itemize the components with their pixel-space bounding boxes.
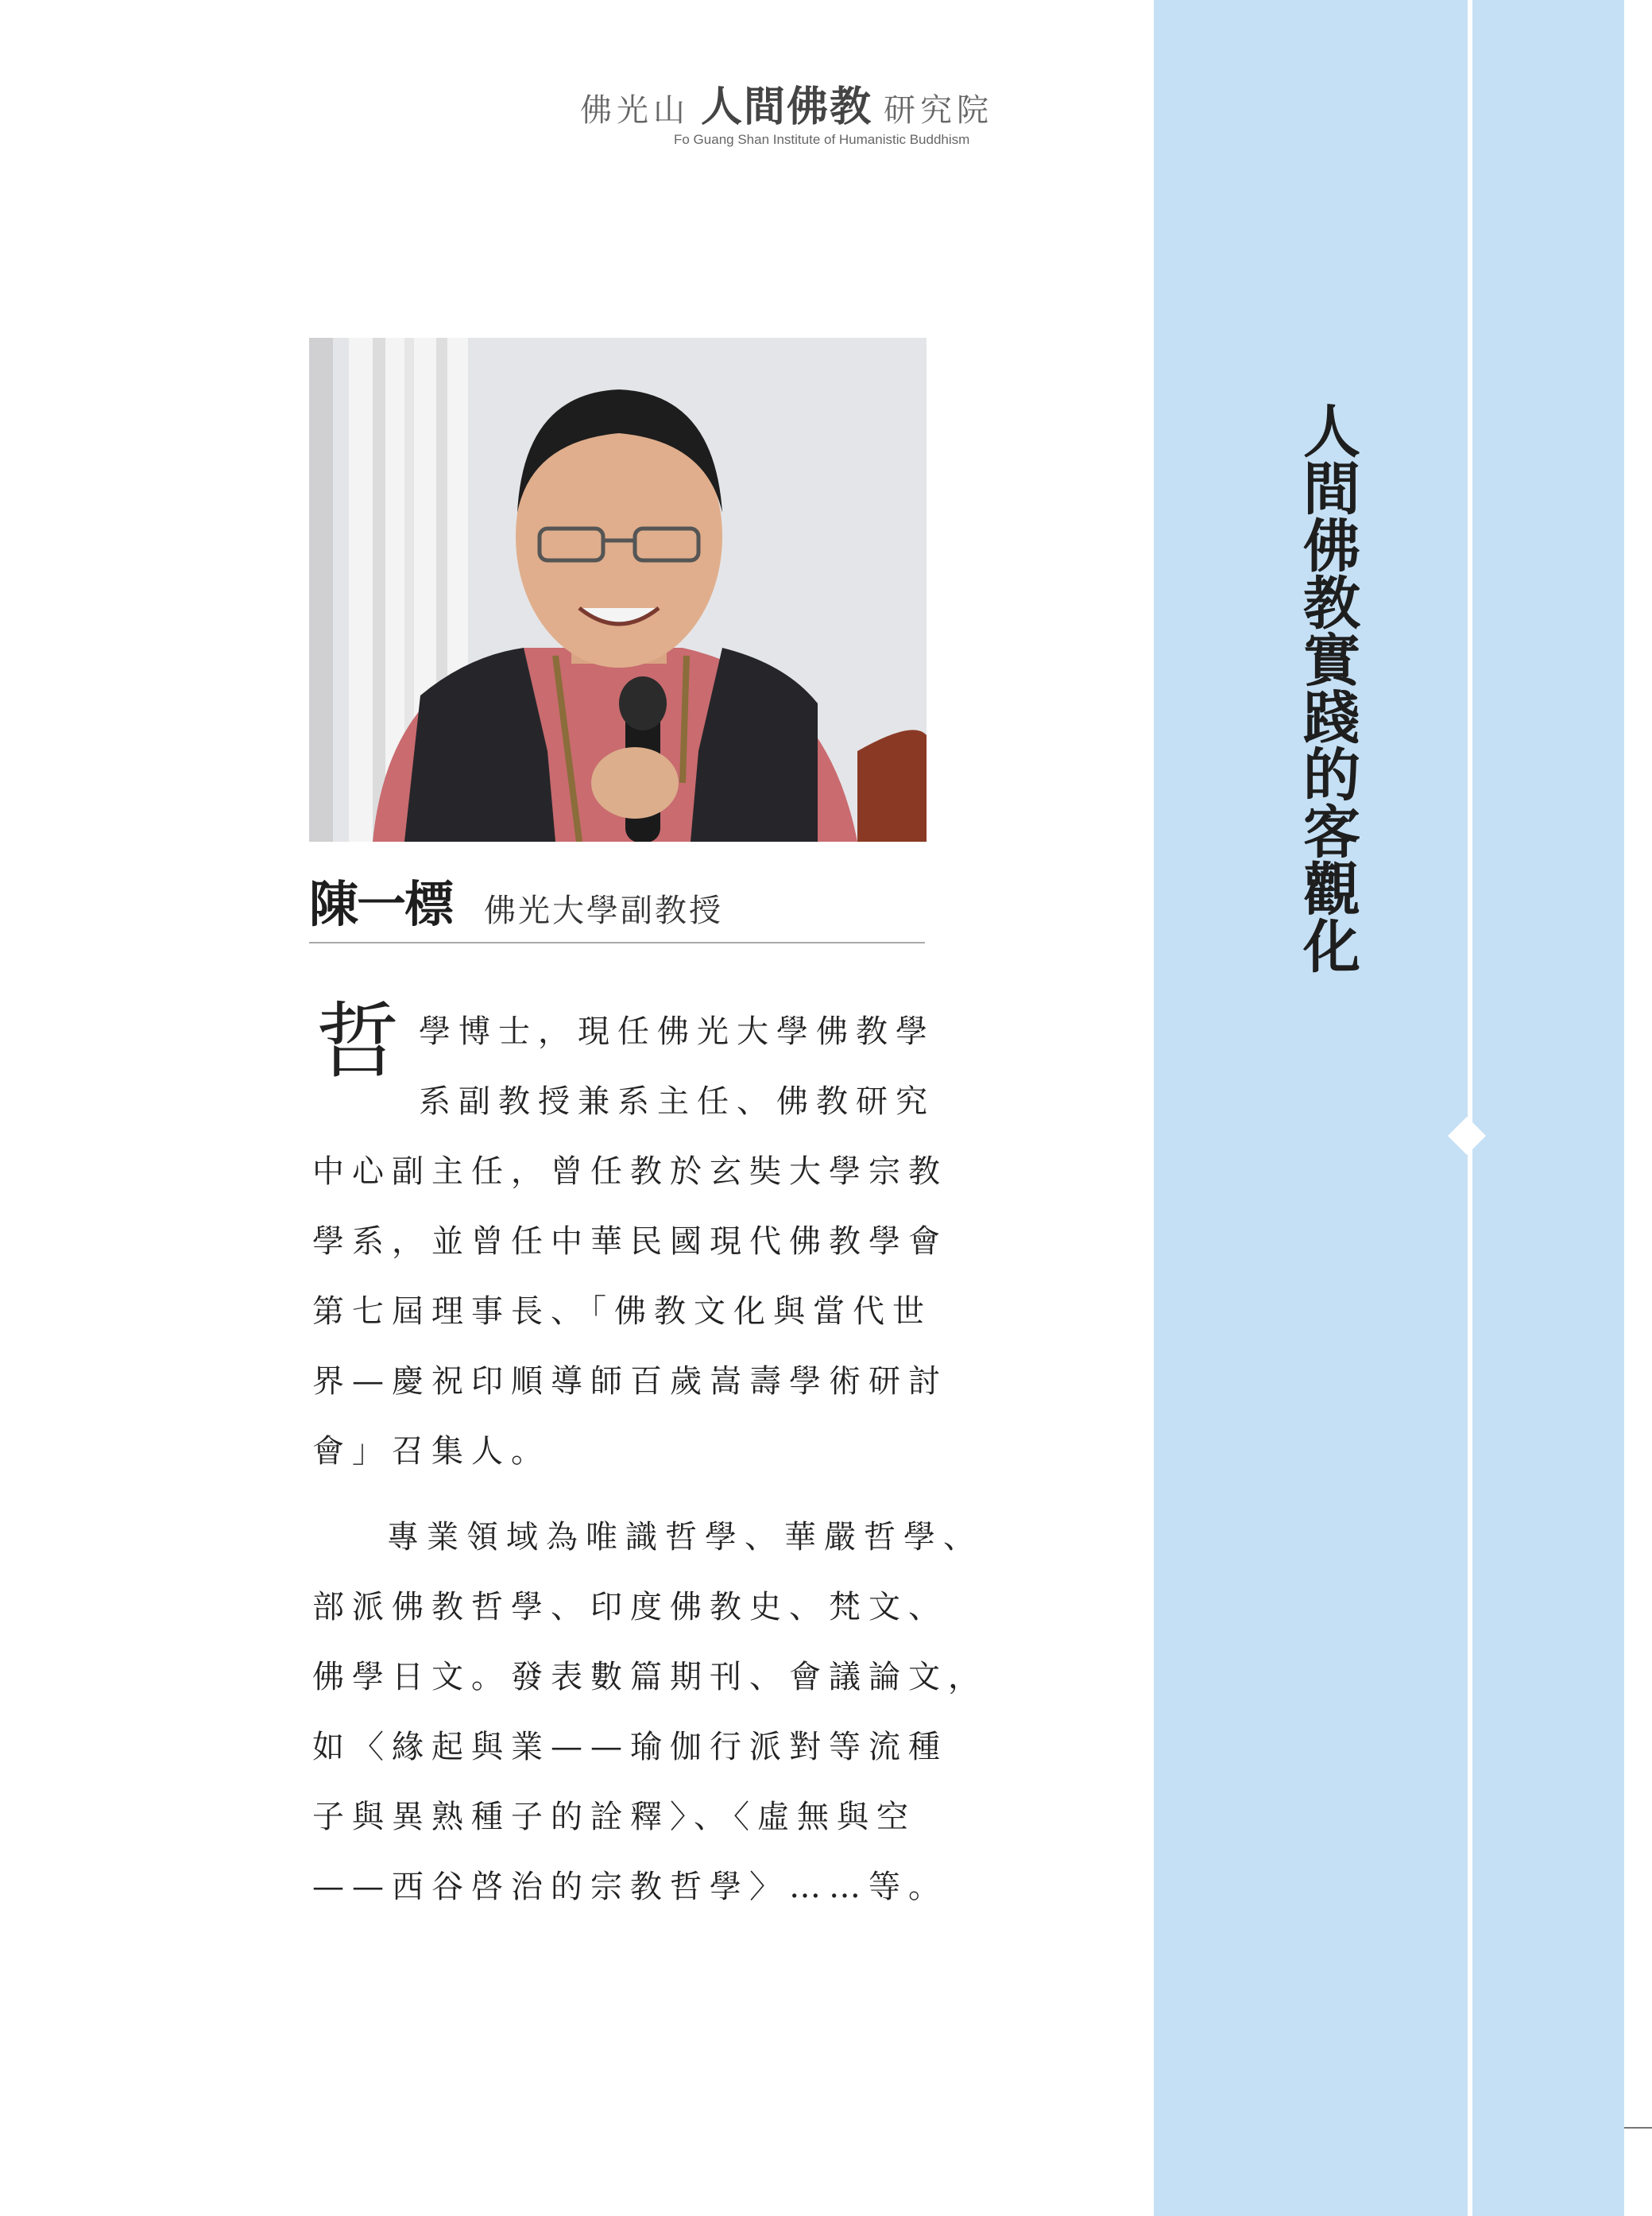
bio-line: 系副教授兼系主任、佛教研究 <box>419 1083 935 1120</box>
bio-line: 學博士，現任佛光大學佛教學 <box>419 1013 935 1050</box>
bio-line: 會」召集人。 <box>312 1433 551 1470</box>
bio-line: 佛學日文。發表數篇期刊、會議論文， <box>312 1659 988 1695</box>
bio-line: 學系，並曾任中華民國現代佛教學會 <box>312 1223 948 1260</box>
bio-paragraph-1-indented <box>419 997 935 1137</box>
bio-line: ——西谷啓治的宗教哲學〉……等。 <box>312 1869 948 1905</box>
bio-line: 如〈緣起與業——瑜伽行派對等流種 <box>312 1729 948 1765</box>
institute-logo <box>580 73 1057 147</box>
bio-line: 子與異熟種子的詮釋〉、〈虛無與空 <box>312 1799 916 1835</box>
logo-text-institute: 研究院 <box>884 92 994 129</box>
section-title-vertical: 人間佛教實踐的客觀化 <box>1294 401 1361 974</box>
person-name: 陳一標 <box>309 875 453 933</box>
sidebar-band <box>1154 0 1624 2216</box>
bio-paragraph-2 <box>312 1502 988 1922</box>
bio-line: 中心副主任，曾任教於玄奘大學宗教 <box>312 1153 948 1190</box>
drop-cap: 哲 <box>316 993 400 1090</box>
bio-line: 部派佛教哲學、印度佛教史、梵文、 <box>312 1589 948 1625</box>
portrait-photo <box>309 338 927 842</box>
person-title: 佛光大學副教授 <box>484 893 724 929</box>
bio-paragraph-1 <box>312 1137 948 1486</box>
bio-line: 第七屆理事長、「佛教文化與當代世 <box>312 1293 932 1330</box>
heading-divider <box>309 942 925 943</box>
logo-text-fo-guang-shan: 佛光山 <box>580 92 690 129</box>
sidebar-divider-line <box>1468 0 1472 2216</box>
bio-line: 界—慶祝印順導師百歲嵩壽學術研討 <box>312 1363 948 1400</box>
profile-heading <box>309 865 927 936</box>
page-edge-tick <box>1624 2127 1652 2129</box>
bio-line: 專業領域為唯識哲學、華嚴哲學、 <box>387 1519 983 1555</box>
logo-text-humanistic-buddhism: 人間佛教 <box>701 83 873 131</box>
logo-english-name: Fo Guang Shan Institute of Humanistic Buddhism <box>674 132 970 147</box>
